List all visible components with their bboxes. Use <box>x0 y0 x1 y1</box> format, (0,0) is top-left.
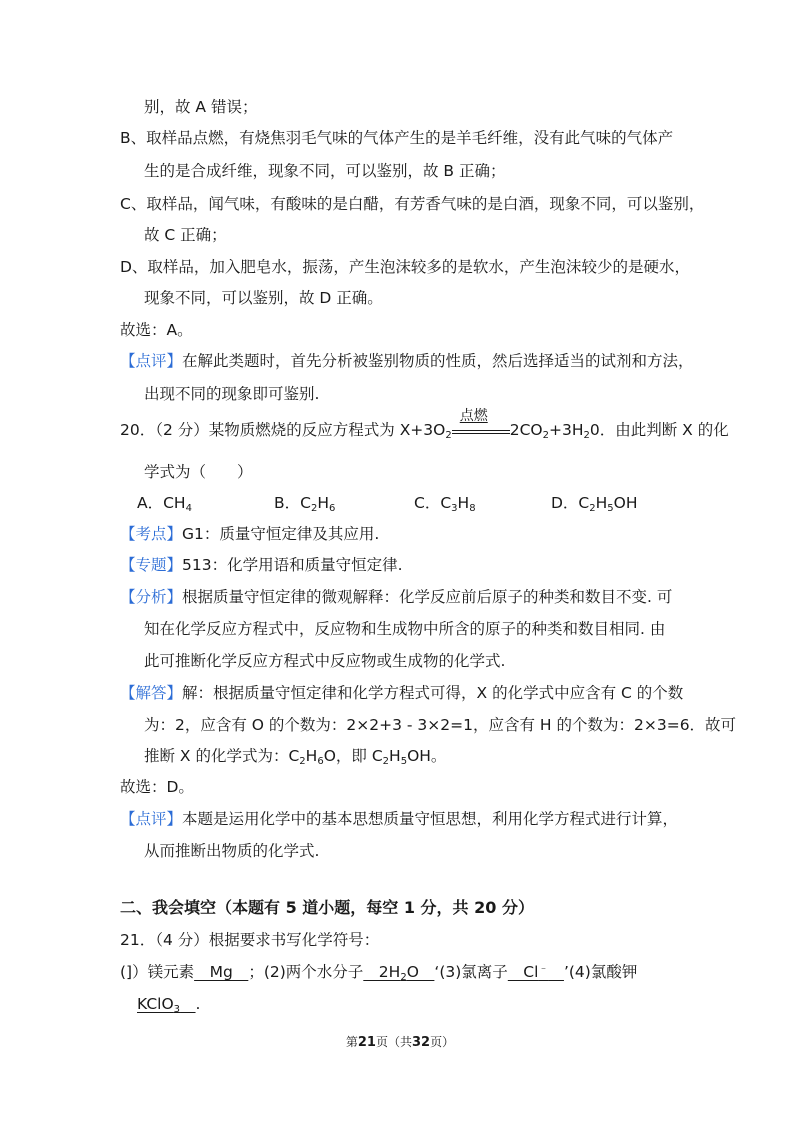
page-footer: 第21页（共32页） <box>345 1035 455 1050</box>
prev-option-c-line1: C、取样品，闻气味，有酸味的是白醋，有芳香气味的是白酒，现象不同，可以鉴别， <box>120 195 705 213</box>
product-h2o: +3H <box>549 421 584 439</box>
q20-stem-text: 20．（2 分）某物质燃烧的反应方程式为 X+3O <box>120 421 446 439</box>
o2-subscript: 2 <box>445 430 452 441</box>
q21-stem: 21．（4 分）根据要求书写化学符号： <box>120 931 380 949</box>
comment-text: 本题是运用化学中的基本思想质量守恒思想，利用化学方程式进行计算， <box>182 810 679 828</box>
reaction-arrow <box>452 408 510 441</box>
q21-answers-line1: (]）镁元素 Mg ；(2)两个水分子 $2H_2O$ ‘(3)氯离子 Cl﹣ ’(4)氯酸钾 <box>120 963 638 983</box>
answer-blank-2: $2H_2O$ <box>363 963 435 983</box>
q20-stem-line1 <box>120 408 729 441</box>
q20-jieda-line1 <box>120 682 683 704</box>
comment-tag: 【点评】 <box>120 352 183 370</box>
q20-option-d: D．$C_2H_5OH$ <box>551 494 638 514</box>
answer-blank-3: Cl﹣ <box>507 963 549 981</box>
prev-option-c-line2: 故 C 正确； <box>144 226 227 244</box>
reaction-condition: 点燃 <box>459 408 488 424</box>
q20-fenxi-line3: 此可推断化学反应方程式中反应物或生成物的化学式. <box>144 652 506 670</box>
answer-blank-1: Mg <box>194 963 249 981</box>
q20-jieda-line3: 推断 X 的化学式为：$C_2H_6O$，即 $C_2H_5OH$。 <box>144 747 447 767</box>
prev-comment-line1 <box>120 350 694 372</box>
q21-answers-line2: KClO$_3$ . <box>137 995 201 1015</box>
prev-option-a-tail: 别，故 A 错误； <box>144 98 258 116</box>
fenxi-tag: 【分析】 <box>120 588 183 606</box>
page-number: 21 <box>357 1035 376 1050</box>
q20-option-b: B．$C_2H_6$ <box>274 494 336 514</box>
q20-stem-tail: 0．由此判断 X 的化 <box>589 421 729 439</box>
jieda-tag: 【解答】 <box>120 684 183 702</box>
zhuanti-text: 513：化学用语和质量守恒定律. <box>182 556 403 574</box>
jieda-text: 解：根据质量守恒定律和化学方程式可得，X 的化学式中应含有 C 的个数 <box>182 684 684 702</box>
kaodian-tag: 【考点】 <box>120 525 183 543</box>
q20-comment-line2: 从而推断出物质的化学式. <box>144 842 320 860</box>
product-co2: 2CO <box>509 421 543 439</box>
prev-option-d-line1: D、取样品，加入肥皂水，振荡，产生泡沫较多的是软水，产生泡沫较少的是硬水， <box>120 258 690 276</box>
q20-jieda-line2: 为：2，应含有 O 的个数为：2×2+3 - 3×2=1，应含有 H 的个数为：2×3=6．故可 <box>144 716 737 734</box>
q20-comment-line1 <box>120 808 678 830</box>
q20-option-a: A．$CH_4$ <box>137 494 192 514</box>
section-title: 二、我会填空（本题有 5 道小题，每空 1 分，共 20 分） <box>120 898 534 917</box>
q20-kaodian <box>120 523 379 545</box>
q20-answer: 故选：D。 <box>120 778 194 796</box>
h2o-subscript: 2 <box>583 430 590 441</box>
prev-option-d-line2: 现象不同，可以鉴别，故 D 正确。 <box>144 289 383 307</box>
zhuanti-tag: 【专题】 <box>120 556 183 574</box>
kaodian-text: G1：质量守恒定律及其应用. <box>182 525 380 543</box>
prev-answer: 故选：A。 <box>120 321 193 339</box>
prev-option-b-line2: 生的是合成纤维，现象不同，可以鉴别，故 B 正确； <box>144 162 506 180</box>
q20-fenxi-line1 <box>120 586 672 608</box>
q20-fenxi-line2: 知在化学反应方程式中，反应物和生成物中所含的原子的种类和数目相同. 由 <box>144 620 666 638</box>
page-total: 32 <box>412 1035 431 1050</box>
prev-comment-line2: 出现不同的现象即可鉴别. <box>144 385 320 403</box>
answer-blank-4: KClO$_3$ <box>137 995 181 1015</box>
comment-text: 在解此类题时，首先分析被鉴别物质的性质，然后选择适当的试剂和方法， <box>182 352 694 370</box>
q20-zhuanti <box>120 554 403 576</box>
fenxi-text: 根据质量守恒定律的微观解释：化学反应前后原子的种类和数目不变. 可 <box>182 588 673 606</box>
q20-stem-line2: 学式为（ ） <box>144 463 253 481</box>
q20-option-c: C．$C_3H_8$ <box>414 494 476 514</box>
co2-subscript: 2 <box>542 430 549 441</box>
prev-option-b-line1: B、取样品点燃，有烧焦羽毛气味的气体产生的是羊毛纤维，没有此气味的气体产 <box>120 129 674 147</box>
comment-tag: 【点评】 <box>120 810 183 828</box>
